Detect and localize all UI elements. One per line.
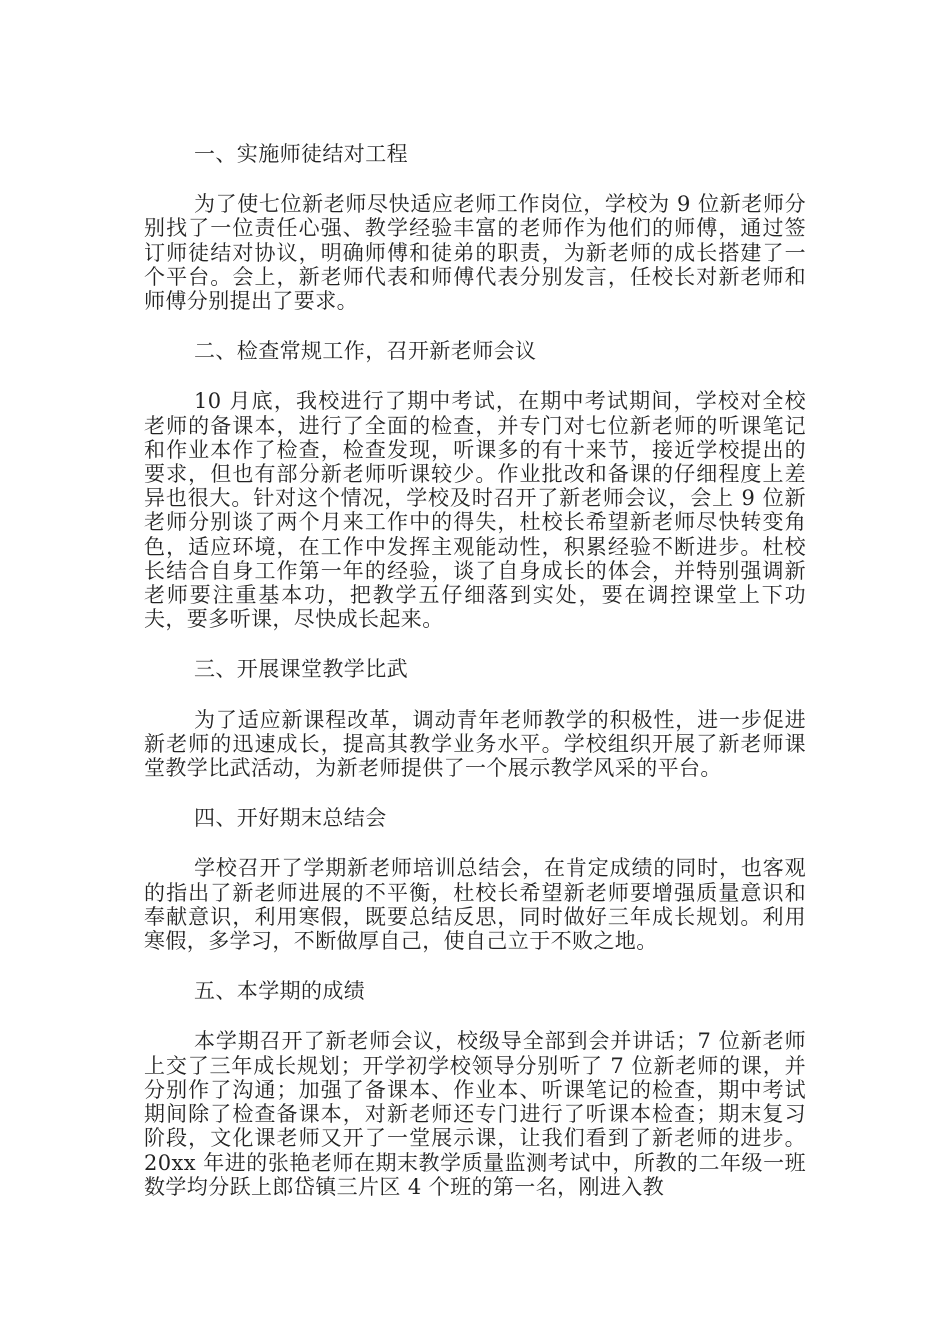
section-paragraph-1: 为了使七位新老师尽快适应老师工作岗位，学校为 9 位新老师分别找了一位责任心强、教学经验丰富的老师作为他们的师傅，通过签订师徒结对协议，明确师傅和徒弟的职责，为新老师的成长搭建了一个平台。会上，新老师代表和师傅代表分别发言，任校长对新老师和师傅分别提出了要求。: [144, 192, 806, 314]
document-body: [144, 142, 806, 1225]
section-paragraph-3: 为了适应新课程改革，调动青年老师教学的积极性，进一步促进新老师的迅速成长，提高其教学业务水平。学校组织开展了新老师课堂教学比武活动，为新老师提供了一个展示教学风采的平台。: [144, 707, 806, 781]
section-heading-4: 四、开好期末总结会: [194, 806, 387, 831]
section-paragraph-4: 学校召开了学期新老师培训总结会，在肯定成绩的同时，也客观的指出了新老师进展的不平衡，杜校长希望新老师要增强质量意识和奉献意识，利用寒假，既要总结反思，同时做好三年成长规划。利用寒假，多学习，不断做厚自己，使自己立于不败之地。: [144, 856, 806, 954]
section-paragraph-2: 10 月底，我校进行了期中考试，在期中考试期间，学校对全校老师的备课本，进行了全面的检查，并专门对七位新老师的听课笔记和作业本作了检查，检查发现，听课多的有十来节，接近学校提出的要求，但也有部分新老师听课较少。作业批改和备课的仔细程度上差异也很大。针对这个情况，学校及时召开了新老师会议，会上 9 位新老师分别谈了两个月来工作中的得失，杜校长希望新老师尽快转变角色，适应环境，在工作中发挥主观能动性，积累经验不断进步。杜校长结合自身工作第一年的经验，谈了自身成长的体会，并特别强调新老师要注重基本功，把教学五仔细落到实处，要在调控课堂上下功夫，要多听课，尽快成长起来。: [144, 389, 806, 632]
section-paragraph-5: 本学期召开了新老师会议，校级导全部到会并讲话；7 位新老师上交了三年成长规划；开学初学校领导分别听了 7 位新老师的课，并分别作了沟通；加强了备课本、作业本、听课笔记的检查，期中考试期间除了检查备课本，对新老师还专门进行了听课本检查；期末复习阶段，文化课老师又开了一堂展示课，让我们看到了新老师的进步。20xx 年进的张艳老师在期末教学质量监测考试中，所教的二年级一班数学均分跃上郎岱镇三片区 4 个班的第一名，刚进入教: [144, 1029, 806, 1199]
section-heading-1: 一、实施师徒结对工程: [194, 142, 408, 166]
section-heading-3: 三、开展课堂教学比武: [194, 657, 408, 682]
section-heading-2: 二、检查常规工作，召开新老师会议: [194, 339, 537, 364]
section-heading-5: 五、本学期的成绩: [194, 979, 366, 1004]
